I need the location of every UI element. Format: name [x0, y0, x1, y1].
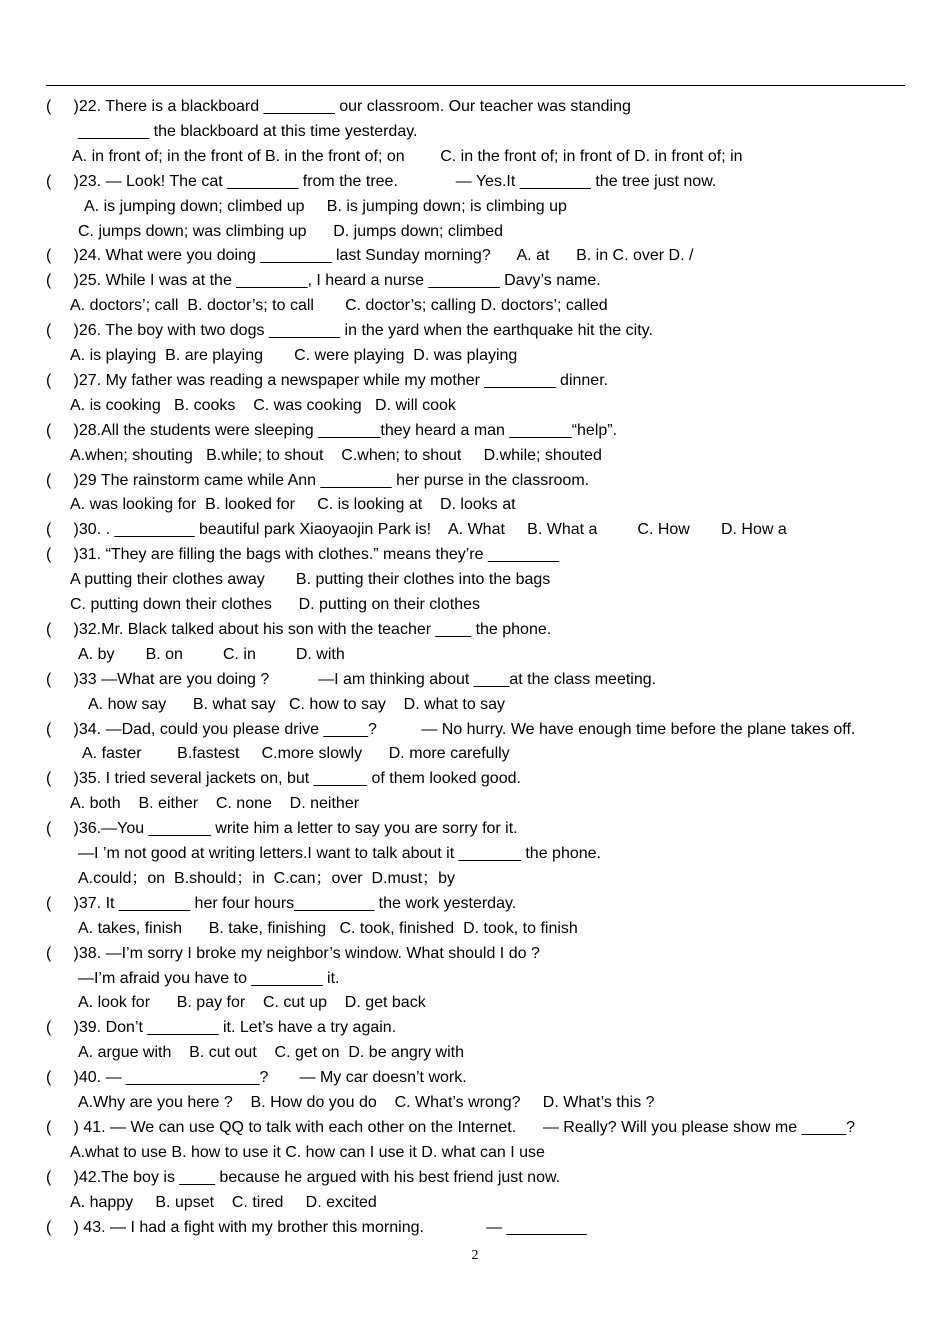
answer-options-line: A. was looking for B. looked for C. is looking at D. looks at: [70, 496, 516, 514]
question-line: ( )35. I tried several jackets on, but ______ of them looked good.: [46, 770, 521, 788]
answer-options-line: A.what to use B. how to use it C. how can I use it D. what can I use: [70, 1143, 545, 1161]
question-line: ( )37. It ________ her four hours_________ the work yesterday.: [46, 894, 517, 912]
question-line: ( )25. While I was at the ________, I heard a nurse ________ Davy’s name.: [46, 272, 601, 290]
answer-options-line: A putting their clothes away B. putting their clothes into the bags: [70, 571, 551, 589]
answer-options-line: A. both B. either C. none D. neither: [70, 795, 360, 813]
answer-options-line: A. happy B. upset C. tired D. excited: [70, 1193, 377, 1211]
question-line: ( )40. — _______________? — My car doesn’t work.: [46, 1069, 467, 1087]
question-line: ( )38. —I’m sorry I broke my neighbor’s window. What should I do ?: [46, 944, 540, 962]
question-line: ( ) 43. — I had a fight with my brother this morning. — _________: [46, 1218, 587, 1236]
question-line: ( )33 —What are you doing ? —I am thinking about ____at the class meeting.: [46, 670, 657, 688]
answer-options-line: A. in front of; in the front of B. in the front of; on C. in the front of; in front of D. in front of; in: [72, 147, 743, 165]
page-number: 2: [471, 1248, 479, 1263]
question-line: ( )26. The boy with two dogs ________ in the yard when the earthquake hit the city.: [46, 322, 653, 340]
question-line: ( ) 41. — We can use QQ to talk with each other on the Internet. — Really? Will you please show me _____?: [46, 1118, 855, 1136]
answer-options-line: —I’m afraid you have to ________ it.: [78, 969, 340, 987]
answer-options-line: A.when; shouting B.while; to shout C.when; to shout D.while; shouted: [70, 446, 602, 464]
question-line: ( )31. “They are filling the bags with clothes.” means they’re ________: [46, 546, 560, 564]
question-line: ( )42.The boy is ____ because he argued with his best friend just now.: [46, 1168, 561, 1186]
question-line: ( )36.—You _______ write him a letter to say you are sorry for it.: [46, 820, 518, 838]
answer-options-line: C. jumps down; was climbing up D. jumps down; climbed: [78, 222, 504, 240]
answer-options-line: A.Why are you here ? B. How do you do C. What’s wrong? D. What’s this ?: [78, 1094, 655, 1111]
header-rule: [46, 85, 905, 86]
question-line: ( )39. Don’t ________ it. Let’s have a try again.: [46, 1019, 397, 1037]
question-line: ( )22. There is a blackboard ________ our classroom. Our teacher was standing: [46, 98, 631, 115]
answer-options-line: A. is jumping down; climbed up B. is jumping down; is climbing up: [84, 197, 567, 215]
answer-options-line: A. is cooking B. cooks C. was cooking D. will cook: [70, 396, 456, 414]
question-line: ( )24. What were you doing ________ last Sunday morning? A. at B. in C. over D. /: [46, 247, 694, 265]
question-line: ( )32.Mr. Black talked about his son with the teacher ____ the phone.: [46, 620, 552, 638]
answer-options-line: ________ the blackboard at this time yesterday.: [78, 122, 418, 140]
question-line: ( )34. —Dad, could you please drive _____? — No hurry. We have enough time before the plane takes off.: [46, 720, 856, 738]
question-line: ( )28.All the students were sleeping _______they heard a man _______“help”.: [46, 421, 618, 439]
answer-options-line: A. look for B. pay for C. cut up D. get back: [78, 994, 426, 1012]
question-line: ( )30. . _________ beautiful park Xiaoyaojin Park is! A. What B. What a C. How D. How a: [46, 521, 787, 539]
answer-options-line: A. is playing B. are playing C. were playing D. was playing: [70, 347, 518, 364]
answer-options-line: A. how say B. what say C. how to say D. what to say: [88, 695, 506, 713]
answer-options-line: A. faster B.fastest C.more slowly D. more carefully: [82, 745, 510, 763]
answer-options-line: A. argue with B. cut out C. get on D. be angry with: [78, 1044, 464, 1062]
question-line: ( )27. My father was reading a newspaper while my mother ________ dinner.: [46, 371, 609, 389]
answer-options-line: A.could；on B.should；in C.can；over D.must；by: [78, 869, 456, 887]
answer-options-line: C. putting down their clothes D. putting on their clothes: [70, 596, 480, 613]
answer-options-line: —I ’m not good at writing letters.I want to talk about it _______ the phone.: [78, 845, 601, 862]
answer-options-line: A. takes, finish B. take, finishing C. took, finished D. took, to finish: [78, 919, 578, 937]
question-line: ( )29 The rainstorm came while Ann ________ her purse in the classroom.: [46, 471, 590, 489]
answer-options-line: A. by B. on C. in D. with: [78, 645, 345, 663]
answer-options-line: A. doctors’; call B. doctor’s; to call C. doctor’s; calling D. doctors’; called: [70, 297, 608, 315]
question-line: ( )23. — Look! The cat ________ from the tree. — Yes.It ________ the tree just now.: [46, 172, 717, 190]
